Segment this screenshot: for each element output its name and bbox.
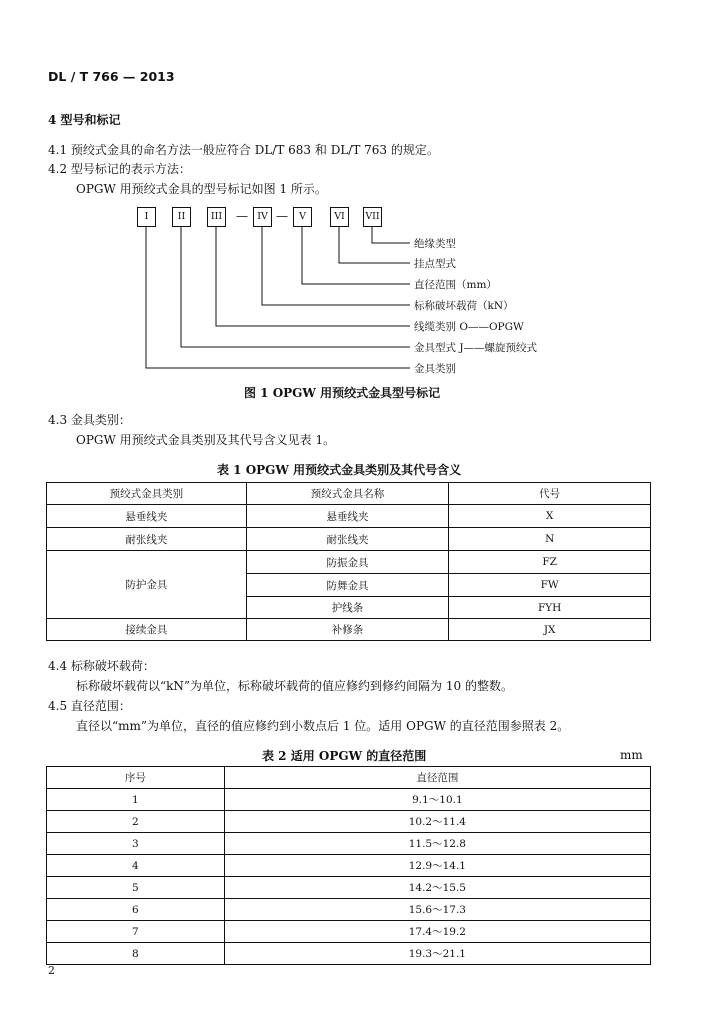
- label-insulation-type: 绝缘类型: [414, 238, 456, 250]
- table-row: [47, 789, 651, 811]
- table-row: [47, 943, 651, 965]
- clause-4-5-body: 直径以“mm”为单位，直径的值应修约到小数点后 1 位。适用 OPGW 的直径范围参照表 2。: [76, 719, 570, 733]
- label-breaking-load: 标称破坏载荷（kN）: [414, 300, 514, 312]
- table-header-cell: 预绞式金具名称: [246, 483, 449, 505]
- table-cell: 防护金具: [47, 551, 247, 619]
- table-row: [47, 551, 651, 574]
- clause-4-4: 4.4 标称破坏载荷：: [48, 659, 155, 673]
- table-cell: 防舞金具: [246, 574, 449, 597]
- clause-4-4-body: 标称破坏载荷以“kN”为单位，标称破坏载荷的值应修约到修约间隔为 10 的整数。: [76, 679, 513, 693]
- table-2: [46, 766, 651, 965]
- table-cell: 9.1～10.1: [224, 789, 650, 811]
- model-box-2: II: [172, 207, 191, 227]
- table-row: [47, 855, 651, 877]
- table-cell: 1: [47, 789, 225, 811]
- table-cell: 护线条: [246, 597, 449, 619]
- label-cable-category: 线缆类别 O——OPGW: [414, 321, 524, 333]
- clause-4-2: 4.2 型号标记的表示方法：: [48, 162, 191, 176]
- table-cell: 耐张线夹: [246, 528, 449, 551]
- figure-1-leader-lines: [0, 0, 701, 400]
- clause-4-5: 4.5 直径范围：: [48, 699, 131, 713]
- figure-1-caption: 图 1 OPGW 用预绞式金具型号标记: [244, 386, 441, 400]
- table-cell: FW: [449, 574, 651, 597]
- table-2-unit: mm: [620, 748, 643, 762]
- table-cell: 耐张线夹: [47, 528, 247, 551]
- table-row: [47, 505, 651, 528]
- section-4-heading: 4 型号和标记: [48, 113, 121, 127]
- table-cell: FYH: [449, 597, 651, 619]
- table-cell: 2: [47, 811, 225, 833]
- table-cell: 悬垂线夹: [47, 505, 247, 528]
- table-header-cell: 序号: [47, 767, 225, 789]
- table-row: [47, 811, 651, 833]
- table-1-caption: 表 1 OPGW 用预绞式金具类别及其代号含义: [217, 463, 462, 477]
- model-box-7: VII: [363, 207, 382, 227]
- model-box-3: III: [207, 207, 226, 227]
- table-row: [47, 767, 651, 789]
- table-cell: X: [449, 505, 651, 528]
- table-cell: N: [449, 528, 651, 551]
- clause-4-3-body: OPGW 用预绞式金具类别及其代号含义见表 1。: [76, 433, 336, 447]
- clause-4-3: 4.3 金具类别：: [48, 413, 131, 427]
- table-cell: 接续金具: [47, 619, 247, 641]
- model-dash-1: —: [236, 209, 248, 223]
- model-box-4: IV: [253, 207, 272, 227]
- table-cell: 4: [47, 855, 225, 877]
- label-diameter-range: 直径范围（mm）: [414, 279, 497, 291]
- table-cell: 14.2～15.5: [224, 877, 650, 899]
- model-box-6: VI: [330, 207, 349, 227]
- table-cell: 悬垂线夹: [246, 505, 449, 528]
- table-cell: 12.9～14.1: [224, 855, 650, 877]
- page-number: 2: [48, 964, 55, 977]
- table-cell: 补修条: [246, 619, 449, 641]
- model-box-5: V: [293, 207, 312, 227]
- table-header-cell: 代号: [449, 483, 651, 505]
- table-header-cell: 预绞式金具类别: [47, 483, 247, 505]
- clause-4-1: 4.1 预绞式金具的命名方法一般应符合 DL/T 683 和 DL/T 763 的规定。: [48, 143, 439, 157]
- document-header: DL / T 766 — 2013: [48, 69, 175, 84]
- table-header-cell: 直径范围: [224, 767, 650, 789]
- table-cell: 11.5～12.8: [224, 833, 650, 855]
- label-fitting-category: 金具类别: [414, 363, 456, 375]
- table-row: [47, 528, 651, 551]
- table-cell: 8: [47, 943, 225, 965]
- clause-4-2-body: OPGW 用预绞式金具的型号标记如图 1 所示。: [76, 182, 327, 196]
- table-cell: FZ: [449, 551, 651, 574]
- table-cell: JX: [449, 619, 651, 641]
- table-cell: 7: [47, 921, 225, 943]
- table-cell: 15.6～17.3: [224, 899, 650, 921]
- table-cell: 6: [47, 899, 225, 921]
- table-2-caption: 表 2 适用 OPGW 的直径范围: [262, 749, 427, 763]
- table-cell: 10.2～11.4: [224, 811, 650, 833]
- table-cell: 17.4～19.2: [224, 921, 650, 943]
- label-fitting-type: 金具型式 J——螺旋预绞式: [414, 342, 538, 354]
- table-cell: 3: [47, 833, 225, 855]
- table-row: [47, 833, 651, 855]
- label-attach-type: 挂点型式: [414, 258, 456, 270]
- model-box-1: I: [137, 207, 156, 227]
- model-dash-2: —: [276, 209, 288, 223]
- table-row: [47, 619, 651, 641]
- table-row: [47, 877, 651, 899]
- table-row: [47, 921, 651, 943]
- table-cell: 5: [47, 877, 225, 899]
- table-row: [47, 483, 651, 505]
- table-row: [47, 899, 651, 921]
- table-cell: 防振金具: [246, 551, 449, 574]
- table-1: [46, 482, 651, 641]
- table-cell: 19.3～21.1: [224, 943, 650, 965]
